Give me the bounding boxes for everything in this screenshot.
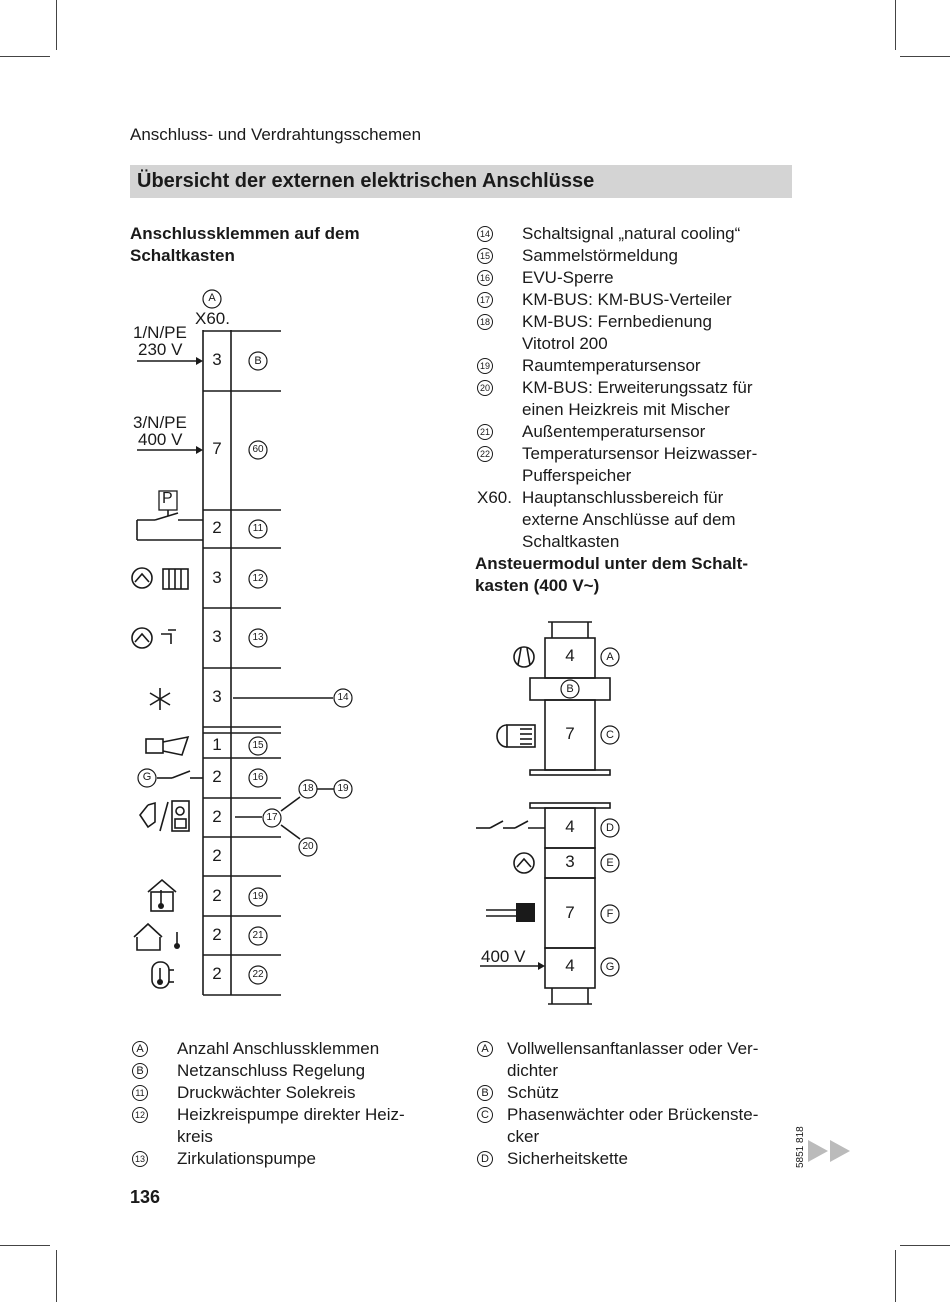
doc-code: 5851 818 [795, 1126, 806, 1168]
legend-text: Heizkreispumpe direkter Heiz- [177, 1105, 405, 1124]
legend-marker: 14 [477, 226, 493, 242]
legend-text: Schaltkasten [522, 532, 620, 551]
module-ref: D [606, 822, 614, 834]
left-subheading-line: Anschlussklemmen auf dem [130, 224, 360, 243]
terminal-count: 2 [212, 925, 222, 944]
legend-marker: 21 [477, 424, 493, 440]
legend-text: Pufferspeicher [522, 466, 632, 485]
terminal-count: 2 [212, 767, 222, 786]
legend-text: KM-BUS: Fernbedienung [522, 312, 712, 331]
module-ref: F [606, 908, 614, 920]
legend-marker-text: X60. [477, 488, 512, 507]
legend-text: Vollwellensanftanlasser oder Ver- [507, 1039, 759, 1058]
module-ref: A [606, 651, 614, 663]
terminal-count: 3 [212, 627, 222, 646]
terminal-count: 2 [212, 886, 222, 905]
left-subheading-line: Schaltkasten [130, 246, 235, 265]
right-subheading-line: Ansteuermodul unter dem Schalt- [475, 554, 748, 573]
terminal-count: 3 [212, 350, 222, 369]
legend-text: cker [507, 1127, 540, 1146]
legend-text: Vitotrol 200 [522, 334, 608, 353]
legend-text: Druckwächter Solekreis [177, 1083, 356, 1102]
legend-text: Hauptanschlussbereich für [522, 488, 724, 507]
module-supply-label: 400 V [481, 947, 526, 966]
module-ref: C [606, 729, 614, 741]
terminal-count: 3 [212, 687, 222, 706]
supply-230-phase: 1/N/PE [133, 323, 187, 342]
legend-marker: 13 [132, 1151, 148, 1167]
module-count: 4 [565, 956, 575, 975]
bus-ref-19: 19 [337, 783, 349, 794]
legend-text: Schütz [507, 1083, 559, 1102]
legend-text: Netzanschluss Regelung [177, 1061, 366, 1080]
legend-marker: B [477, 1085, 493, 1101]
bus-ref-20: 20 [302, 841, 314, 852]
block-label: X60. [195, 309, 230, 328]
terminal-ref: 16 [252, 772, 264, 783]
terminal-ref: 22 [252, 969, 264, 980]
module-count: 4 [565, 646, 575, 665]
module-count: 7 [565, 903, 575, 922]
terminal-ref: 13 [252, 632, 264, 643]
module-ref: B [566, 683, 574, 695]
terminal-ref: 19 [252, 891, 264, 902]
right-subheading-line: kasten (400 V~) [475, 576, 600, 595]
terminal-ref: 15 [252, 740, 264, 751]
terminal-count: 7 [212, 439, 222, 458]
section-header: Anschluss- und Verdrahtungsschemen [130, 125, 422, 144]
legend-marker: 12 [132, 1107, 148, 1123]
legend-marker: 22 [477, 446, 493, 462]
legend-marker: A [477, 1041, 493, 1057]
legend-text: kreis [177, 1127, 213, 1146]
terminal-count: 3 [212, 568, 222, 587]
module-ref: G [605, 961, 615, 973]
legend-marker: C [477, 1107, 493, 1123]
terminal-ref: 11 [252, 523, 264, 534]
terminal-ref: 17 [266, 812, 278, 823]
legend-marker: 19 [477, 358, 493, 374]
terminal-ref: 12 [252, 573, 264, 584]
legend-text: Anzahl Anschlussklemmen [177, 1039, 380, 1058]
terminal-ref: 14 [337, 692, 349, 703]
terminal-count: 2 [212, 964, 222, 983]
legend-text: Außentemperatursensor [522, 422, 706, 441]
bus-ref-18: 18 [302, 783, 314, 794]
terminal-count: 2 [212, 518, 222, 537]
legend-marker: 20 [477, 380, 493, 396]
module-count: 4 [565, 817, 575, 836]
module-count: 7 [565, 724, 575, 743]
legend-marker: A [132, 1041, 148, 1057]
terminal-count: 2 [212, 807, 222, 826]
g-marker: G [142, 771, 152, 783]
legend-marker: 15 [477, 248, 493, 264]
block-marker-A: A [208, 292, 216, 304]
legend-text: Sammelstörmeldung [522, 246, 678, 265]
legend-text: EVU-Sperre [522, 268, 614, 287]
terminal-count: 2 [212, 846, 222, 865]
page-number: 136 [130, 1187, 161, 1207]
legend-text: dichter [507, 1061, 559, 1080]
terminal-ref: 21 [252, 930, 264, 941]
legend-text: Zirkulationspumpe [177, 1149, 316, 1168]
supply-400-voltage: 400 V [138, 430, 183, 449]
legend-text: KM-BUS: KM-BUS-Verteiler [522, 290, 732, 309]
supply-230-voltage: 230 V [138, 340, 183, 359]
legend-text: Raumtemperatursensor [522, 356, 701, 375]
terminal-ref: B [254, 355, 262, 367]
legend-text: externe Anschlüsse auf dem [522, 510, 736, 529]
legend-marker: D [477, 1151, 493, 1167]
legend-text: Phasenwächter oder Brückenste- [507, 1105, 759, 1124]
terminal-ref: 60 [252, 444, 264, 455]
continue-arrows-icon [808, 1138, 852, 1164]
legend-text: KM-BUS: Erweiterungssatz für [522, 378, 753, 397]
legend-text: Sicherheitskette [507, 1149, 628, 1168]
legend-marker: 17 [477, 292, 493, 308]
legend-text: einen Heizkreis mit Mischer [522, 400, 730, 419]
supply-400-phase: 3/N/PE [133, 413, 187, 432]
terminal-count: 1 [212, 735, 222, 754]
module-ref: E [606, 857, 614, 869]
legend-text: Schaltsignal „natural cooling“ [522, 224, 741, 243]
legend-marker: 16 [477, 270, 493, 286]
pressure-switch-symbol: P [162, 490, 173, 507]
legend-marker: B [132, 1063, 148, 1079]
module-count: 3 [565, 852, 575, 871]
page-title: Übersicht der externen elektrischen Anschlüsse [137, 170, 595, 192]
legend-marker: 18 [477, 314, 493, 330]
legend-marker: 11 [132, 1085, 148, 1101]
legend-text: Temperatursensor Heizwasser- [522, 444, 758, 463]
